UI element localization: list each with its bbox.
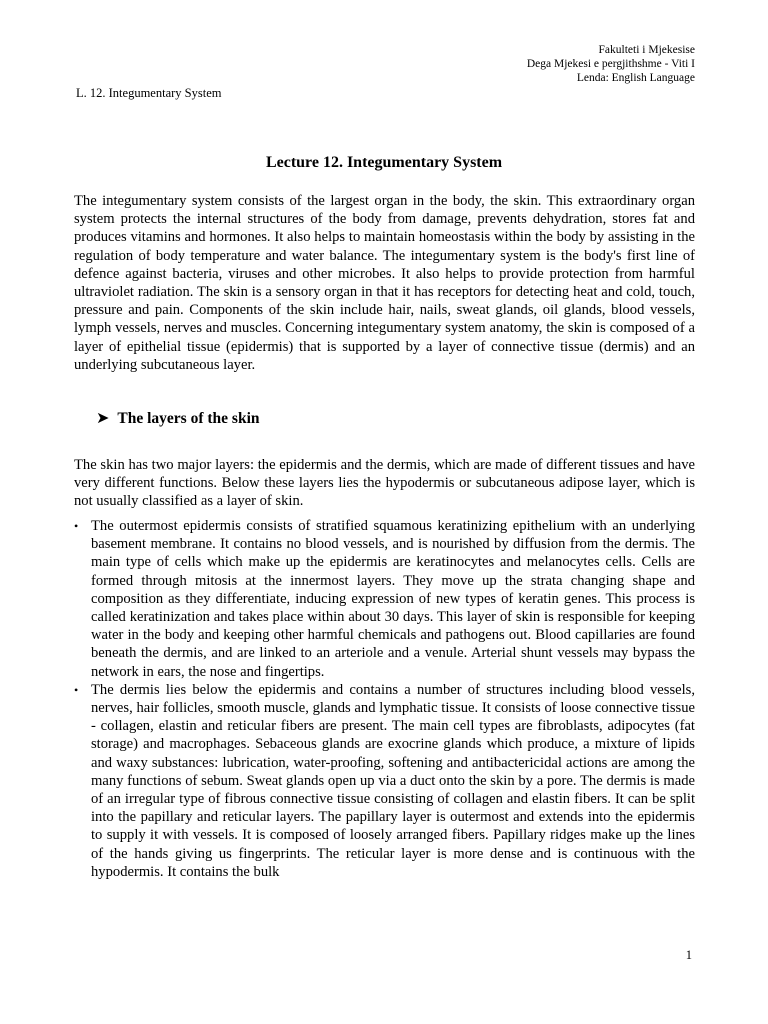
list-item xyxy=(74,517,695,681)
bullet-dot-icon: • xyxy=(74,682,79,697)
section-heading xyxy=(96,409,260,429)
institution-line: Fakulteti i Mjekesise xyxy=(598,44,695,56)
bullet-list xyxy=(74,517,695,881)
page-number: 1 xyxy=(685,948,692,962)
institution-line: Dega Mjekesi e pergjithshme - Viti I xyxy=(526,58,695,71)
page-title: Lecture 12. Integumentary System xyxy=(265,154,503,171)
layers-intro-paragraph: The skin has two major layers: the epidermis and the dermis, which are made of different tissues and have very different functions. Below these layers lies the hypodermis or subcutaneous adipose layer, which is not usually classified as a layer of skin. xyxy=(74,457,695,510)
lecture-reference: L. 12. Integumentary System xyxy=(76,86,222,100)
section-heading-text: The layers of the skin xyxy=(117,410,260,427)
institution-header xyxy=(527,43,695,86)
list-item-text: The outermost epidermis consists of stratified squamous keratinizing epithelium with an underlying basement membrane. It contains no blood vessels, and is nourished by diffusion from the dermis. The main type of cells which make up the epidermis are keratinocytes and melanocytes cells. Cells are formed through mitosis at the innermost layers. They move up the strata changing shape and composition as they differentiate, inducing expression of new types of keratin genes. This process is called keratinization and takes place within about 30 days. This layer of skin is responsible for keeping water in the body and keeping other harmful chemicals and pathogens out. Blood capillaries are found beneath the dermis, and are linked to an arteriole and a venule. Arterial shunt vessels may bypass the network in ears, the nose and fingertips. xyxy=(91,518,695,680)
list-item-text: The dermis lies below the epidermis and contains a number of structures including blood vessels, nerves, hair follicles, smooth muscle, glands and lymphatic tissue. It consists of loose connective tissue - collagen, elastin and reticular fibers are present. The main cell types are fibroblasts, adipocytes (fat storage) and macrophages. Sebaceous glands are exocrine glands which produce, a mixture of lipids and waxy substances: lubrication, water-proofing, softening and antibactericidal actions are among the many functions of sebum. Sweat glands open up via a duct onto the skin by a pore. The dermis is made of an irregular type of fibrous connective tissue consisting of collagen and elastin fibers. It can be split into the papillary and reticular layers. The papillary layer is outermost and extends into the epidermis to supply it with vessels. It is composed of loosely arranged fibers. Papillary ridges make up the lines of the hands giving us fingerprints. The reticular layer is more dense and is continuous with the hypodermis. It contains the bulk xyxy=(91,681,695,880)
list-item xyxy=(74,681,695,881)
intro-paragraph: The integumentary system consists of the largest organ in the body, the skin. This extraordinary organ system protects the internal structures of the body from damage, prevents dehydration, stores fat and produces vitamins and hormones. It also helps to maintain homeostasis within the body by assisting in the regulation of body temperature and water balance. The integumentary system is the body's first line of defence against bacteria, viruses and other microbes. It also helps to provide protection from harmful ultraviolet radiation. The skin is a sensory organ in that it has receptors for detecting heat and cold, touch, pressure and pain. Components of the skin include hair, nails, sweat glands, oil glands, blood vessels, lymph vessels, nerves and muscles. Concerning integumentary system anatomy, the skin is composed of a layer of epithelial tissue (epidermis) that is supported by a layer of connective tissue (dermis) and an underlying subcutaneous layer. xyxy=(74,193,695,373)
institution-line: Lenda: English Language xyxy=(576,72,695,85)
bullet-dot-icon: • xyxy=(74,519,79,533)
arrow-bullet-icon: ➤ xyxy=(96,410,110,427)
